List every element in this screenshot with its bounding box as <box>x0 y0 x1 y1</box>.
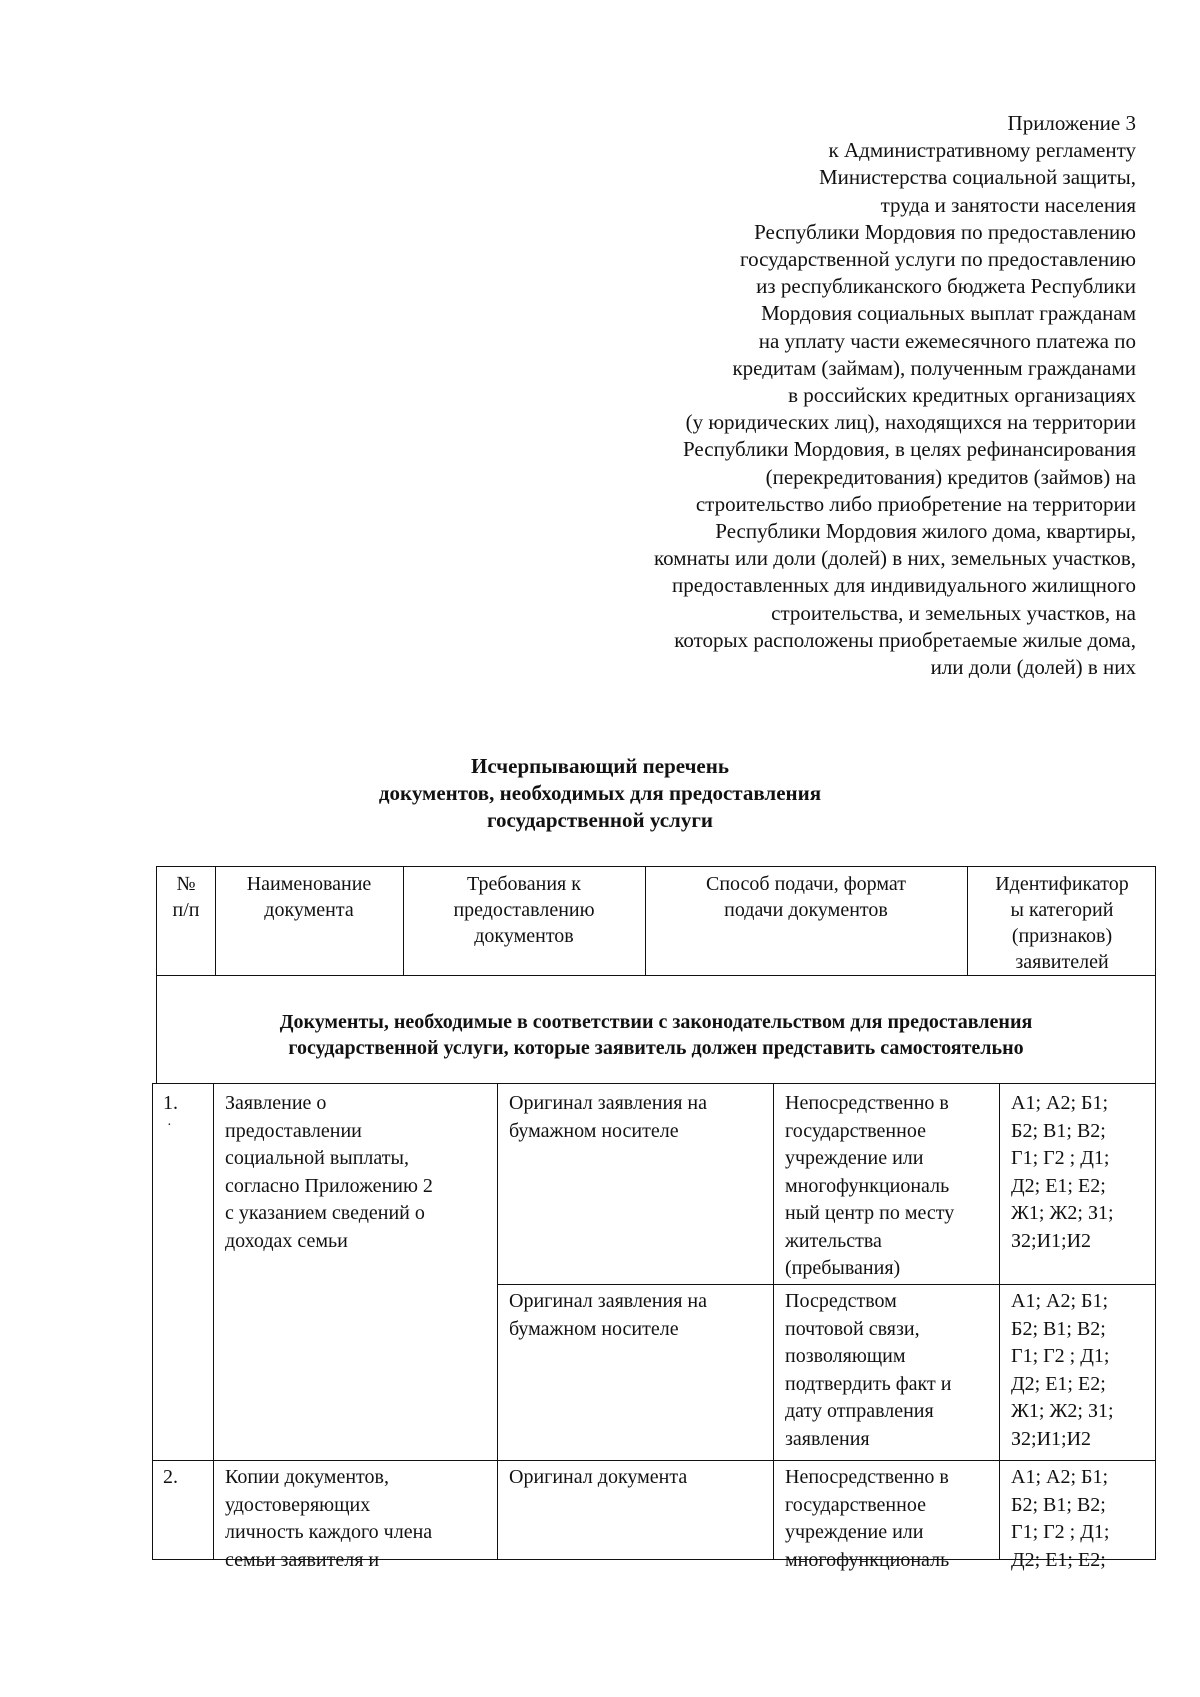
header-text: (признаков) <box>1011 925 1113 947</box>
requirement-cell <box>509 1090 707 1145</box>
section-line: государственной услуги, которые заявитель должен представить самостоятельно <box>288 1037 1024 1059</box>
requirement-cell <box>509 1464 687 1492</box>
row-number: 2. <box>163 1466 178 1488</box>
identifiers-cell <box>1011 1090 1114 1255</box>
cell-line: Б2; В1; В2; <box>1011 1317 1106 1340</box>
document-name <box>225 1464 432 1574</box>
cell-line: Ж1; Ж2; З1; <box>1011 1202 1114 1224</box>
section-heading <box>156 975 1156 1083</box>
section-line: Документы, необходимые в соответствии с законодательством для предоставления <box>279 1011 1033 1033</box>
method-cell <box>785 1090 954 1283</box>
appendix-line: (у юридических лиц), находящихся на территории <box>685 410 1136 435</box>
column-divider <box>773 1084 774 1559</box>
cell-line: Оригинал заявления на <box>509 1092 707 1114</box>
cell-line: Г1; Г2 ; Д1; <box>1011 1521 1110 1543</box>
identifiers-cell <box>1011 1288 1114 1453</box>
appendix-line: труда и занятости населения <box>880 192 1136 217</box>
cell-line: согласно Приложению 2 <box>225 1174 433 1197</box>
cell-line: ный центр по месту <box>785 1202 955 1224</box>
cell-line: предоставлении <box>225 1119 362 1142</box>
appendix-line: Министерства социальной защиты, <box>818 165 1136 190</box>
appendix-line: предоставленных для индивидуального жилищного <box>672 573 1136 598</box>
cell-line: семьи заявителя и <box>225 1548 380 1571</box>
header-text: Способ подачи, формат <box>705 873 906 895</box>
cell-line: Д2; Е1; Е2; <box>1011 1174 1106 1197</box>
row-number: 1. <box>163 1092 178 1114</box>
stray-mark: · <box>167 1118 172 1133</box>
cell-line: учреждение или <box>785 1521 924 1543</box>
cell-line: Оригинал документа <box>509 1466 688 1488</box>
cell-line: почтовой связи, <box>785 1317 920 1340</box>
header-text: документа <box>264 899 354 921</box>
cell-line: бумажном носителе <box>509 1317 679 1340</box>
column-divider <box>999 1084 1000 1559</box>
cell-line: государственное <box>785 1119 926 1142</box>
appendix-line: Республики Мордовия жилого дома, квартиры, <box>715 519 1136 544</box>
appendix-line: кредитам (займам), полученным гражданами <box>732 355 1136 380</box>
appendix-header <box>516 110 1136 681</box>
requirement-cell <box>509 1288 707 1343</box>
cell-line: Ж1; Ж2; З1; <box>1011 1400 1114 1422</box>
appendix-line: Республики Мордовия по предоставлению <box>754 219 1136 244</box>
appendix-line: Приложение 3 <box>1007 111 1136 135</box>
cell-line: Г1; Г2 ; Д1; <box>1011 1345 1110 1367</box>
title-line: документов, необходимых для предоставления <box>378 781 822 805</box>
cell-line: учреждение или <box>785 1147 924 1169</box>
cell-line: Заявление о <box>225 1092 327 1114</box>
cell-line: Д2; Е1; Е2; <box>1011 1372 1106 1395</box>
header-identifiers <box>967 867 1157 975</box>
cell-line: жительства <box>785 1229 882 1252</box>
row-divider <box>497 1284 1155 1285</box>
appendix-line: к Административному регламенту <box>828 138 1136 163</box>
cell-line: бумажном носителе <box>509 1119 679 1142</box>
cell-line: позволяющим <box>785 1345 906 1367</box>
column-divider <box>213 1084 214 1559</box>
appendix-line: которых расположены приобретаемые жилые дома, <box>674 627 1136 652</box>
appendix-line: Республики Мордовия, в целях рефинансирования <box>683 437 1136 462</box>
header-text: Идентификатор <box>995 873 1129 895</box>
cell-line: удостоверяющих <box>225 1493 371 1516</box>
table-header <box>156 866 1156 976</box>
cell-line: Непосредственно в <box>785 1092 949 1114</box>
cell-line: Д2; Е1; Е2; <box>1011 1548 1106 1571</box>
cell-line: (пребывания) <box>785 1257 901 1279</box>
cell-line: доходах семьи <box>225 1229 348 1252</box>
identifiers-cell <box>1011 1464 1109 1574</box>
cell-line: А1; А2; Б1; <box>1011 1092 1109 1114</box>
cell-line: З2;И1;И2 <box>1011 1229 1092 1252</box>
appendix-line: Мордовия социальных выплат гражданам <box>761 301 1136 326</box>
section-text <box>157 1009 1155 1061</box>
cell-line: Посредством <box>785 1290 897 1312</box>
header-text: п/п <box>172 899 200 921</box>
header-text: подачи документов <box>724 899 888 921</box>
cell-line: Непосредственно в <box>785 1466 949 1488</box>
header-name <box>215 867 403 975</box>
header-text: заявителей <box>1015 951 1109 973</box>
cell-line: Г1; Г2 ; Д1; <box>1011 1147 1110 1169</box>
document-name <box>225 1090 433 1255</box>
cell-line: Б2; В1; В2; <box>1011 1493 1106 1516</box>
cell-line: дату отправления <box>785 1400 934 1422</box>
method-cell <box>785 1288 951 1453</box>
title-line: Исчерпывающий перечень <box>471 754 729 778</box>
cell-line: А1; А2; Б1; <box>1011 1466 1109 1488</box>
header-method <box>645 867 967 975</box>
header-text: документов <box>474 925 574 947</box>
appendix-line: строительства, и земельных участков, на <box>771 600 1136 625</box>
appendix-line: комнаты или доли (долей) в них, земельных участков, <box>653 546 1136 571</box>
appendix-line: (перекредитования) кредитов (займов) на <box>765 464 1136 489</box>
method-cell <box>785 1464 949 1574</box>
header-text: Требования к <box>467 873 581 895</box>
appendix-line: или доли (долей) в них <box>930 655 1136 680</box>
header-requirements <box>403 867 645 975</box>
row-divider <box>153 1460 1155 1461</box>
cell-line: Копии документов, <box>225 1466 389 1488</box>
column-divider <box>497 1084 498 1559</box>
cell-line: многофункциональ <box>785 1548 950 1571</box>
cell-line: заявления <box>785 1427 870 1450</box>
cell-line: государственное <box>785 1493 926 1516</box>
appendix-line: государственной услуги по предоставлению <box>740 247 1136 272</box>
cell-line: с указанием сведений о <box>225 1202 425 1224</box>
cell-line: А1; А2; Б1; <box>1011 1290 1109 1312</box>
appendix-line: строительство либо приобретение на территории <box>695 491 1136 516</box>
cell-line: личность каждого члена <box>225 1521 433 1543</box>
header-text: Наименование <box>246 873 372 895</box>
cell-line: Оригинал заявления на <box>509 1290 707 1312</box>
cell-line: подтвердить факт и <box>785 1372 952 1395</box>
cell-line: многофункциональ <box>785 1174 950 1197</box>
cell-line: социальной выплаты, <box>225 1147 409 1169</box>
document-title <box>0 753 1200 834</box>
appendix-line: из республиканского бюджета Республики <box>756 274 1136 299</box>
title-line: государственной услуги <box>487 808 713 832</box>
appendix-line: в российских кредитных организациях <box>788 383 1136 408</box>
header-text: ы категорий <box>1010 899 1114 921</box>
documents-table <box>152 1083 1156 1571</box>
header-text: № <box>176 873 196 895</box>
appendix-line: на уплату части ежемесячного платежа по <box>758 328 1136 353</box>
header-num <box>157 867 215 975</box>
cell-line: Б2; В1; В2; <box>1011 1119 1106 1142</box>
header-text: предоставлению <box>453 899 595 921</box>
cell-line: З2;И1;И2 <box>1011 1427 1092 1450</box>
